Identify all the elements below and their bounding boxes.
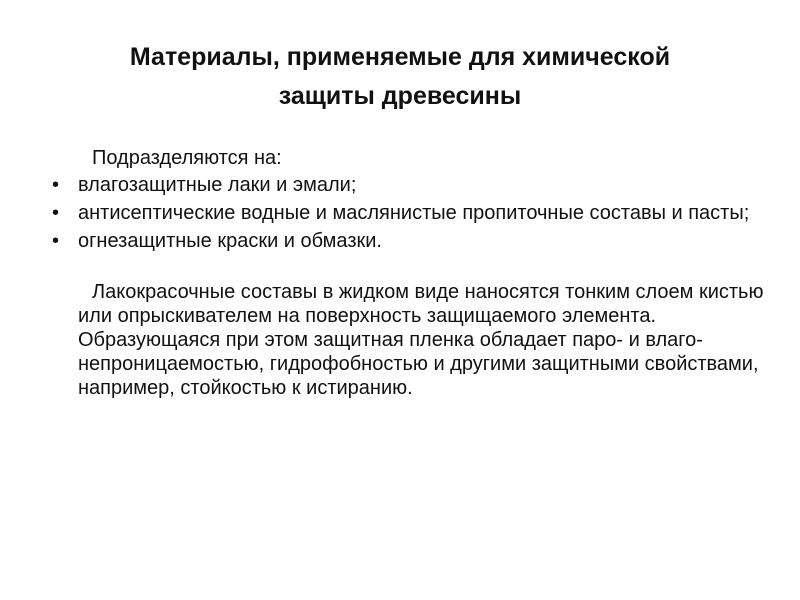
bullet-text: огнезащитные краски и обмазки. [78,230,382,252]
bullet-text: антисептические водные и маслянистые пропиточные составы и пасты; [78,202,750,224]
bullet-list [52,173,772,253]
bullet-item-antiseptics [52,201,772,225]
title-line-2: защиты древесины [278,82,522,110]
bullet-icon: • [52,202,60,224]
bullet-text: влагозащитные лаки и эмали; [78,174,357,196]
bullet-item-fireproof [52,229,772,253]
title-line-1: Материалы, применяемые для химической [129,43,671,71]
slide-title [40,38,760,116]
bullet-icon: • [52,230,60,252]
bullet-icon: • [52,174,60,196]
bullet-item-lacquers [52,173,772,197]
intro-text: Подразделяются на: [92,147,282,169]
body-paragraph: Лакокрасочные составы в жидком виде наносятся тонким слоем кистью или опрыскивателем на поверхность защищаемого элемента. Образующаяся при этом защитная пленка обладает паро- и влаго-непроницаемостью, гидрофобностью и другими защитными свойствами, например, стойкостью к истиранию. [78,281,764,399]
slide-body [52,146,772,400]
